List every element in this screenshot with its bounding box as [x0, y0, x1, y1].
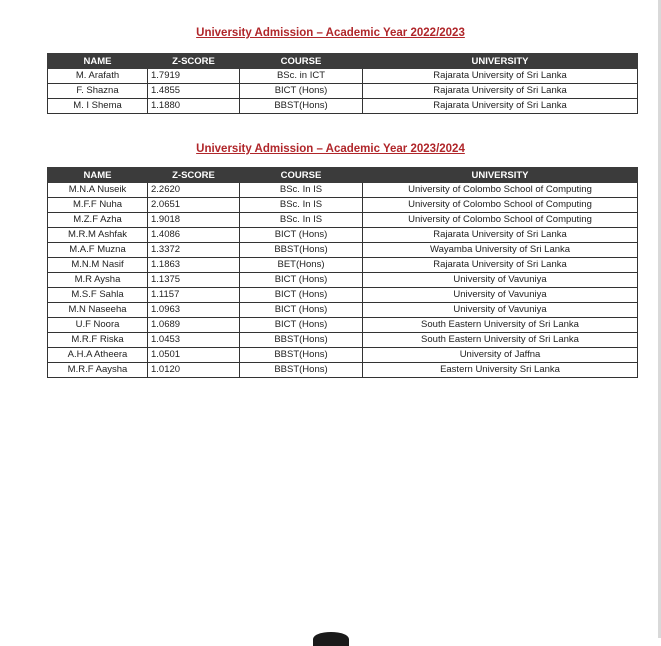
cell-z-score: 1.1880 [148, 99, 240, 114]
cell-course: BICT (Hons) [240, 84, 363, 99]
table-row [48, 363, 638, 378]
cell-university: University of Vavuniya [363, 288, 638, 303]
cell-course: BSc. In IS [240, 183, 363, 198]
table-row [48, 243, 638, 258]
cell-course: BBST(Hons) [240, 243, 363, 258]
cell-name: M.N.A Nuseik [48, 183, 148, 198]
cell-z-score: 1.0689 [148, 318, 240, 333]
cell-name: F. Shazna [48, 84, 148, 99]
page-bottom-mark [313, 632, 349, 646]
cell-university: University of Colombo School of Computing [363, 198, 638, 213]
cell-name: M.Z.F Azha [48, 213, 148, 228]
cell-z-score: 1.1157 [148, 288, 240, 303]
cell-course: BSc. In IS [240, 213, 363, 228]
cell-university: Rajarata University of Sri Lanka [363, 258, 638, 273]
cell-university: Rajarata University of Sri Lanka [363, 84, 638, 99]
cell-name: U.F Noora [48, 318, 148, 333]
cell-course: BBST(Hons) [240, 348, 363, 363]
admission-table-2023-2024 [47, 167, 638, 378]
cell-name: M.R.M Ashfak [48, 228, 148, 243]
table-row [48, 258, 638, 273]
cell-university: Eastern University Sri Lanka [363, 363, 638, 378]
cell-course: BBST(Hons) [240, 99, 363, 114]
table-row [48, 213, 638, 228]
cell-university: University of Jaffna [363, 348, 638, 363]
cell-z-score: 1.0120 [148, 363, 240, 378]
cell-university: Wayamba University of Sri Lanka [363, 243, 638, 258]
cell-university: University of Colombo School of Computing [363, 213, 638, 228]
cell-course: BICT (Hons) [240, 303, 363, 318]
cell-z-score: 1.0453 [148, 333, 240, 348]
table-header-row [48, 168, 638, 183]
header-z-score: Z-SCORE [148, 54, 240, 69]
table-row [48, 183, 638, 198]
header-z-score: Z-SCORE [148, 168, 240, 183]
table-row [48, 288, 638, 303]
table-row [48, 318, 638, 333]
table-row [48, 69, 638, 84]
cell-university: University of Colombo School of Computing [363, 183, 638, 198]
cell-name: M.F.F Nuha [48, 198, 148, 213]
table-header-row [48, 54, 638, 69]
table-row [48, 303, 638, 318]
cell-name: M.S.F Sahla [48, 288, 148, 303]
cell-z-score: 2.0651 [148, 198, 240, 213]
cell-course: BBST(Hons) [240, 363, 363, 378]
cell-university: South Eastern University of Sri Lanka [363, 318, 638, 333]
header-university: UNIVERSITY [363, 168, 638, 183]
cell-name: M.N Naseeha [48, 303, 148, 318]
table-row [48, 228, 638, 243]
cell-z-score: 1.3372 [148, 243, 240, 258]
cell-university: University of Vavuniya [363, 273, 638, 288]
table-row [48, 333, 638, 348]
cell-name: M. I Shema [48, 99, 148, 114]
cell-course: BICT (Hons) [240, 288, 363, 303]
cell-course: BSc. In IS [240, 198, 363, 213]
cell-course: BICT (Hons) [240, 228, 363, 243]
section-title-2023-2024: University Admission – Academic Year 2023/2024 [196, 143, 465, 155]
cell-z-score: 1.9018 [148, 213, 240, 228]
section-title-2022-2023: University Admission – Academic Year 2022/2023 [196, 27, 465, 39]
cell-z-score: 1.0963 [148, 303, 240, 318]
cell-name: M. Arafath [48, 69, 148, 84]
cell-z-score: 1.4086 [148, 228, 240, 243]
table-row [48, 348, 638, 363]
cell-name: M.R.F Riska [48, 333, 148, 348]
cell-z-score: 1.1375 [148, 273, 240, 288]
cell-name: M.N.M Nasif [48, 258, 148, 273]
table-row [48, 198, 638, 213]
cell-z-score: 1.4855 [148, 84, 240, 99]
table-row [48, 99, 638, 114]
cell-university: Rajarata University of Sri Lanka [363, 228, 638, 243]
header-university: UNIVERSITY [363, 54, 638, 69]
cell-z-score: 2.2620 [148, 183, 240, 198]
cell-z-score: 1.7919 [148, 69, 240, 84]
table-row [48, 273, 638, 288]
cell-name: M.R Aysha [48, 273, 148, 288]
cell-course: BICT (Hons) [240, 318, 363, 333]
cell-course: BBST(Hons) [240, 333, 363, 348]
header-name: NAME [48, 168, 148, 183]
cell-z-score: 1.0501 [148, 348, 240, 363]
cell-course: BICT (Hons) [240, 273, 363, 288]
cell-university: University of Vavuniya [363, 303, 638, 318]
cell-university: Rajarata University of Sri Lanka [363, 69, 638, 84]
cell-name: M.A.F Muzna [48, 243, 148, 258]
cell-university: Rajarata University of Sri Lanka [363, 99, 638, 114]
admission-table-2022-2023 [47, 53, 638, 114]
header-course: COURSE [240, 168, 363, 183]
cell-course: BSc. in ICT [240, 69, 363, 84]
cell-name: M.R.F Aaysha [48, 363, 148, 378]
header-course: COURSE [240, 54, 363, 69]
cell-name: A.H.A Atheera [48, 348, 148, 363]
cell-university: South Eastern University of Sri Lanka [363, 333, 638, 348]
table-row [48, 84, 638, 99]
cell-z-score: 1.1863 [148, 258, 240, 273]
header-name: NAME [48, 54, 148, 69]
cell-course: BET(Hons) [240, 258, 363, 273]
